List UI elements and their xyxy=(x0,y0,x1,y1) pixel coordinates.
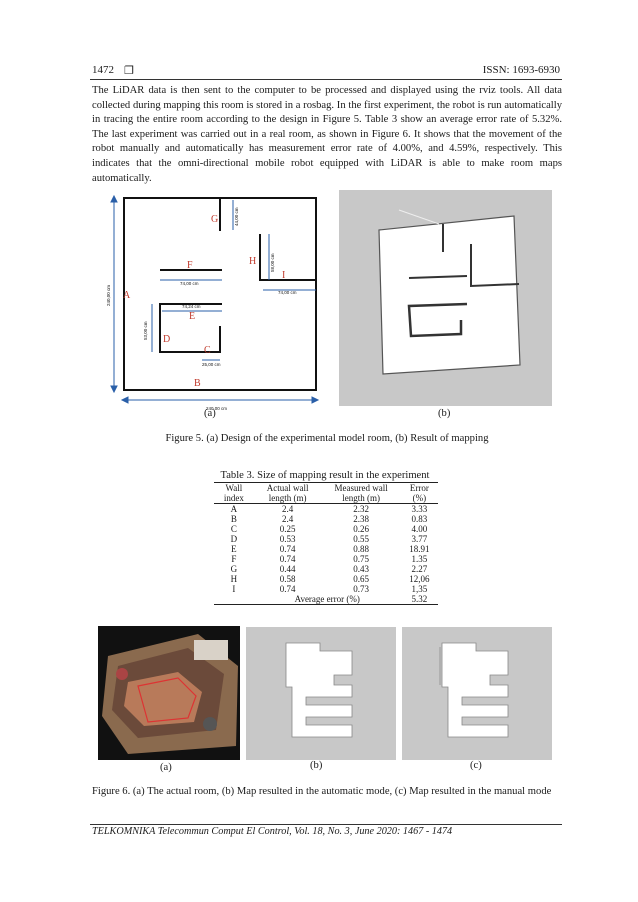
table-cell: 2.4 xyxy=(282,514,294,524)
figure6-label-a: (a) xyxy=(160,762,172,773)
table-cell: 4.00 xyxy=(411,524,428,534)
table-cell: 1.35 xyxy=(411,554,428,564)
wall-letter-i: I xyxy=(282,270,286,281)
body-paragraph: The LiDAR data is then sent to the computer to be processed and displayed using the rviz tools. All data collected during mapping this room is stored in a rosbag. In the first experiment, the robot is run automatically in tracing the entire room according to the design in Figure 5. Table 3 show an average error rate of 5.32%. The last experiment was carried out in a real room, as shown in Figure 6. It shows that the movement of the robot manually and automatically has measurement error rate of 4.00%, and 4.59%, respectively. This indicates that the omni-directional mobile robot equipped with LiDAR is able to make room maps automatically. xyxy=(92,85,562,184)
wall-letter-e: E xyxy=(189,311,196,322)
table3-header-measured: Measured wall length (m) xyxy=(334,483,388,503)
dim-width-bottom: 240,00 cm xyxy=(206,406,228,411)
table3-header-row xyxy=(214,483,438,504)
map-room-area xyxy=(379,216,520,374)
wall-hi-line xyxy=(260,234,316,280)
wall-letter-g: G xyxy=(211,214,219,225)
wall-letter-h: H xyxy=(249,256,257,267)
wall-letter-c: C xyxy=(204,345,211,356)
table-cell: A xyxy=(230,504,238,514)
table-cell: 0.74 xyxy=(279,584,296,594)
table-row xyxy=(214,514,438,524)
figure5-mapping-result xyxy=(339,190,552,406)
table-cell: 0.55 xyxy=(353,534,370,544)
table-row xyxy=(214,554,438,564)
figure6-map-automatic xyxy=(246,627,396,760)
table3-average-value: 5.32 xyxy=(411,594,428,604)
page-number: 1472 xyxy=(92,64,114,76)
table-cell: 0.75 xyxy=(353,554,370,564)
table3-header-error: Error (%) xyxy=(409,483,429,503)
table-cell: 2.32 xyxy=(353,504,370,514)
table3 xyxy=(214,482,438,605)
figure5-design-drawing xyxy=(98,188,328,413)
table3-header-wall: Wall index xyxy=(223,483,244,503)
wall-letter-a: A xyxy=(123,290,131,301)
table-cell: G xyxy=(230,564,238,574)
table-row xyxy=(214,504,438,515)
footer-journal-info: TELKOMNIKA Telecommun Comput El Control, Vol. 18, No. 3, June 2020: 1467 - 1474 xyxy=(92,826,453,837)
wall-letter-d: D xyxy=(163,334,171,345)
table-row xyxy=(214,544,438,554)
table-row xyxy=(214,584,438,594)
footer-rule xyxy=(90,824,562,825)
figure6-room-photo xyxy=(98,626,240,760)
table-cell: 0.44 xyxy=(279,564,296,574)
dim-height-left: 240,00 cm xyxy=(106,284,111,306)
table-cell: 2.4 xyxy=(282,504,294,514)
dim-d: 53,00 cm xyxy=(143,321,148,340)
figure5-caption: Figure 5. (a) Design of the experimental model room, (b) Result of mapping xyxy=(165,433,489,444)
body-text xyxy=(92,84,562,186)
table-cell: 2.27 xyxy=(411,564,428,574)
dim-f: 74,00 cm xyxy=(180,281,199,286)
wall-letter-f: F xyxy=(187,260,193,271)
table-cell: B xyxy=(230,514,237,524)
table-cell: E xyxy=(231,544,237,554)
table-row xyxy=(214,524,438,534)
table-cell: 12,06 xyxy=(409,574,430,584)
table3-caption: Table 3. Size of mapping result in the experiment xyxy=(220,470,430,481)
table-cell: F xyxy=(231,554,237,564)
table-cell: 0.26 xyxy=(353,524,370,534)
table-cell: 3.33 xyxy=(411,504,428,514)
figure6-map-manual xyxy=(402,627,552,760)
figure5-label-b: (b) xyxy=(438,408,451,419)
dim-e: 74,24 cm xyxy=(182,304,201,309)
table-cell: 3.77 xyxy=(411,534,428,544)
table-average-row xyxy=(214,594,438,605)
table-cell: 2.38 xyxy=(353,514,370,524)
dim-g: 44,00 cm xyxy=(234,207,239,226)
header-square-icon: ❐ xyxy=(124,65,134,77)
dim-c: 25,00 cm xyxy=(202,362,221,367)
table-cell: 0.73 xyxy=(353,584,370,594)
header-rule xyxy=(90,79,562,80)
table3-average-label: Average error (%) xyxy=(294,594,360,604)
table-row xyxy=(214,534,438,544)
dim-h: 58,00 cm xyxy=(270,253,275,272)
table-cell: 0.58 xyxy=(279,574,296,584)
table-cell: 18.91 xyxy=(409,544,430,554)
table-cell: 0.74 xyxy=(279,544,296,554)
table-cell: 0.88 xyxy=(353,544,370,554)
wall-letter-b: B xyxy=(194,378,201,389)
dim-i: 74,00 cm xyxy=(278,290,297,295)
table-cell: 0.83 xyxy=(411,514,428,524)
table-cell: 1,35 xyxy=(411,584,428,594)
table3-header-actual: Actual wall length (m) xyxy=(266,483,309,503)
table-row xyxy=(214,574,438,584)
figure6-label-b: (b) xyxy=(310,760,323,771)
figure5-label-a: (a) xyxy=(204,408,216,419)
table-cell: C xyxy=(230,524,237,534)
dimension-lines xyxy=(111,196,318,403)
table-cell: 0.53 xyxy=(279,534,296,544)
figure6-caption: Figure 6. (a) The actual room, (b) Map resulted in the automatic mode, (c) Map resulted in the manual mode xyxy=(92,786,552,797)
table-cell: 0.65 xyxy=(353,574,370,584)
table-cell: 0.74 xyxy=(279,554,296,564)
figure6-label-c: (c) xyxy=(470,760,482,771)
table-cell: H xyxy=(230,574,238,584)
header-issn: ISSN: 1693-6930 xyxy=(482,64,560,76)
table-cell: 0.25 xyxy=(279,524,296,534)
table-cell: 0.43 xyxy=(353,564,370,574)
table-row xyxy=(214,564,438,574)
table-cell: I xyxy=(232,584,236,594)
table-cell: D xyxy=(230,534,238,544)
